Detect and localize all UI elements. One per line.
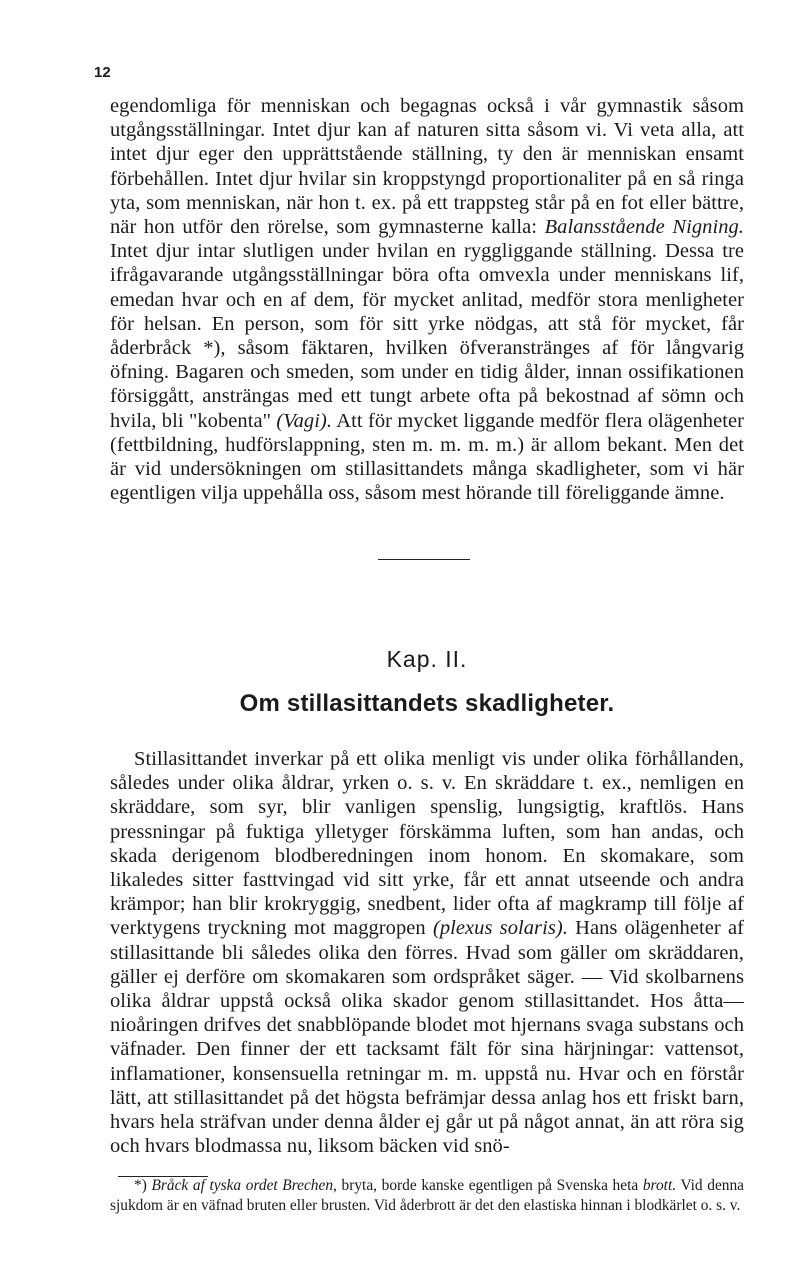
paragraph1-italic-term: Balansstående Nigning. xyxy=(544,216,744,239)
paragraph2-continuation: Hans olägenheter af stillasittande bli således olika den förres. Hvad som gäller om skräddaren, gäller ej derföre om skomakaren som ordspråket säger. — Vid skolbarnens olika åldrar uppstå också olika skador genom stillasittandet. Hos åtta—nioåringen drifves det snabblöpande blodet mot hjernans svaga substans och väfnader. Den finner der ett tacksamt fält för sina härjningar: vattensot, inflamationer, konsensuella retningar m. m. uppstå nu. Hvar och en förstår lätt, att stillasittandet på det högsta befrämjar dessa anlag hos ett friskt barn, hvars hela sträfvan under denna ålder ej går ut på något annat, än att röra sig och hvars blodmassa nu, liksom bäcken vid snö- xyxy=(110,917,744,1158)
body-paragraph-2 xyxy=(110,747,744,1158)
footnote-italic-1: Bråck af tyska ordet Brechen, xyxy=(151,1177,337,1194)
footnote-text-2: Vid denna sjukdom är en väfnad bruten eller brusten. Vid åderbrott är det den elastiska hinnan i blodkärlet o. s. v. xyxy=(110,1177,745,1214)
page-number: 12 xyxy=(94,64,111,81)
paragraph2-text: Stillasittandet inverkar på ett olika menligt vis under olika förhållanden, således under olika åldrar, yrken o. s. v. En skräddare t. ex., nemligen en skräddare, som syr, blir vanligen spenslig, lungsigtig, kraftlös. Hans pressningar på fuktiga ylletyger förskämma luften, som han andas, och skada derigenom blodberedningen inom honom. En skomakare, som likaledes sitter fasttvingad vid sitt yrke, får ett annat utseende och andra krämpor; han blir krokryggig, snedbent, lider ofta af magkramp till följe af verktygens tryckning mot maggropen xyxy=(110,748,744,940)
chapter-label: Kap. II. xyxy=(386,646,468,672)
footnote-mark: *) xyxy=(134,1177,147,1194)
chapter-title: Om stillasittandets skadligheter. xyxy=(239,690,615,717)
footnote-text-1: bryta, borde kanske egentligen på Svenska heta xyxy=(341,1177,639,1194)
footnote xyxy=(110,1176,744,1216)
paragraph1-continuation: Intet djur intar slutligen under hvilan en ryggliggande ställning. Dessa tre ifrågavarande utgångsställningar böra ofta omvexla under menniskans lif, emedan hvar och en af dem, för mycket anlitad, medför stora menligheter för helsan. En person, som för sitt yrke nödgas, att stå för mycket, får åderbråck *), såsom fäktaren, hvilken öfveranstränges af för långvarig öfning. Bagaren och smeden, som under en tidig ålder, innan ossifikationen försiggått, ansträngas med ett tungt arbete ofta på bekostnad af sömn och hvila, bli "kobenta" xyxy=(110,240,744,432)
paragraph1-italic-latin: (Vagi). xyxy=(276,409,332,432)
section-divider xyxy=(378,559,470,560)
footnote-italic-2: brott. xyxy=(642,1177,677,1194)
paragraph1-ending: Att för mycket liggande medför flera olägenheter (fettbildning, hudförslappning, sten m. m. m. m.) är allom bekant. Men det är vid undersökningen om stillasittandets många skadligheter, som vi här egentligen vilja uppehålla oss, såsom mest hörande till föreliggande ämne. xyxy=(110,409,744,505)
paragraph2-italic-latin: (plexus solaris). xyxy=(432,917,568,940)
body-paragraph-1 xyxy=(110,94,744,505)
paragraph1-text: egendomliga för menniskan och begagnas också i vår gymnastik såsom utgångsställningar. Intet djur kan af naturen sitta såsom vi. Vi veta alla, att intet djur eger den upprättstående ställning, ty den är menniskan ensamt förbehållen. Intet djur hvilar sin kroppstyngd proportionaliter på en så ringa yta, som menniskan, när hon t. ex. på ett trappsteg står på en fot eller bättre, när hon utför den rörelse, som gymnasterne kalla: xyxy=(110,95,744,239)
